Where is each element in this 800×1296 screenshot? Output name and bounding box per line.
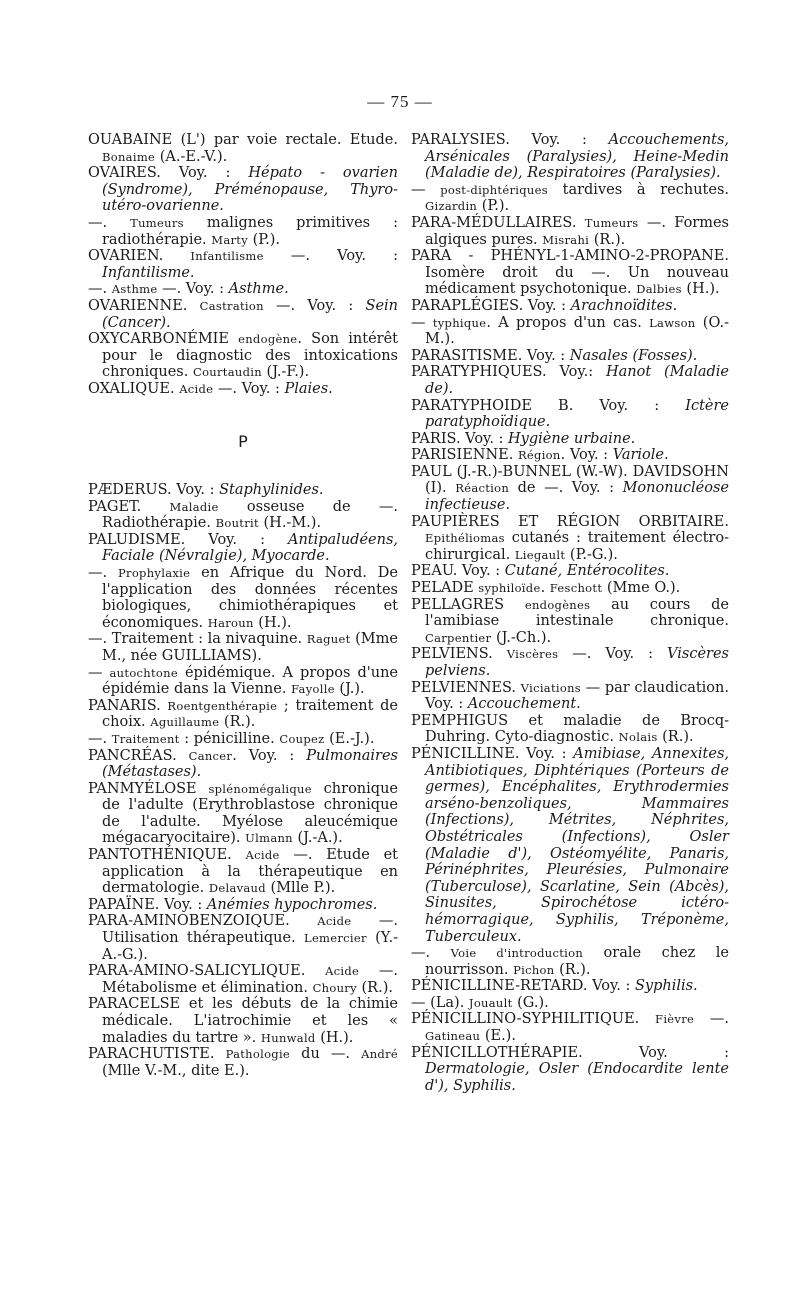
entry-text: (Y.-A.-G.). [102,930,398,963]
entry-text: chronique de l'adulte (Erythroblastose chronique de l'adulte. Myélose aleucémique mégacaryocitaire). [102,780,398,847]
entry-text: (E.-J.). [324,730,375,747]
cross-reference: Hanot (Maladie de). [425,364,729,397]
entry-text: —. [88,730,112,747]
index-entry [411,1011,729,1044]
entry-text: — [88,664,110,681]
entry-text: (R.). [589,231,626,248]
index-entry [411,945,729,978]
entry-text: (J.-F.). [261,364,310,381]
small-caps-term: typhique [432,315,487,330]
small-caps-term: Acide [325,964,360,979]
entry-text: PAPAÏNE. Voy. : [88,896,207,913]
small-caps-term: Fièvre [655,1012,695,1027]
index-entry [88,215,398,248]
cross-reference: Infantilisme. [102,264,195,281]
entry-text: PALUDISME. Voy. : [88,531,288,548]
small-caps-term: Traitement [111,731,180,746]
entry-text: PÉNICILLINO-SYPHILITIQUE. [411,1011,656,1028]
section-letter: P [238,432,248,451]
small-caps-term: Pathologie [225,1047,291,1062]
small-caps-term: Acide [245,848,280,863]
index-entry [411,464,729,514]
entry-text: (O.-M.). [425,314,730,348]
cross-reference: Mononucléose infectieuse. [425,480,729,514]
entry-text: épidémique. A propos d'une épidémie dans la Vienne. [102,664,398,698]
small-caps-term: splénomégalique [208,781,312,796]
small-caps-term: post-diphtériques [440,182,548,197]
small-caps-term: Lemercier [304,931,367,946]
entry-text: PARATYPHIQUES. Voy.: [411,364,606,381]
cross-reference: Ictère paratyphoïdique. [425,397,729,431]
entry-text: —. Etude et application à la thérapeutique en dermatologie. [102,847,398,897]
entry-text: — par claudication. Voy. : [425,679,729,713]
entry-text: (R.). [356,979,393,996]
cross-reference: Accouchement. [467,696,581,713]
entry-text: (H.-M.). [258,515,322,532]
index-entry [411,298,729,315]
entry-text: PARACELSE et les débuts de la chimie médicale. L'iatrochimie et les « maladies du tartre ». [88,996,398,1046]
entry-text: cutanés : traitement électro-chirurgical. [425,530,729,563]
entry-text: PANTOTHÉNIQUE. [88,847,246,864]
entry-text: PELVIENNES. [411,679,521,696]
entry-text: . Voy. : [560,447,613,464]
entry-text: PANARIS. [88,697,168,714]
entry-text: PARA-AMINOBENZOIQUE. [88,913,318,930]
cross-reference: Pulmonaires (Métastases). [102,747,398,781]
small-caps-term: Cancer [188,748,233,763]
small-caps-term: Courtaudin [192,365,262,380]
index-entry [88,897,398,914]
index-entry [411,248,729,298]
cross-reference: Syphilis. [634,978,698,995]
entry-text: PARISIENNE. [411,447,518,464]
entry-text: PARALYSIES. Voy. : [411,132,609,148]
entry-text: PELLAGRES [411,596,525,613]
entry-text: (E.). [480,1028,516,1045]
entry-text: . Son intérêt pour le diagnostic des intoxications chroniques. [102,331,398,381]
entry-text: (H.). [253,614,292,631]
cross-reference: Plaies. [284,380,333,397]
entry-text: au cours de l'amibiase intestinale chronique. [425,596,729,630]
index-entry [88,331,398,381]
small-caps-term: Gatineau [425,1029,481,1044]
index-entry [411,431,729,448]
cross-reference: Sein (Cancer). [102,297,399,331]
entry-text: PARAPLÉGIES. Voy. : [411,297,571,314]
index-entry [411,398,729,431]
small-caps-term: Fayolle [291,682,335,697]
small-caps-term: Haroun [207,615,254,630]
small-caps-term: Carpentier [425,630,492,645]
small-caps-term: Asthme [111,282,158,297]
entry-text: —. Traitement : la nivaquine. [88,631,307,648]
small-caps-term: Voie d'introduction [450,946,584,961]
page-number: — 75 — [367,92,433,111]
entry-text: (J.). [334,681,365,698]
small-caps-term: Misrahi [542,232,590,247]
entry-text: . [540,580,550,597]
entry-text: (Mme O.). [602,580,681,597]
entry-text: PARACHUTISTE. [88,1046,226,1063]
index-entry [88,499,398,532]
index-entry [88,565,398,631]
entry-text: (Mlle V.-M., dite E.). [102,1062,250,1079]
small-caps-term: autochtone [109,665,178,680]
right-column [411,132,729,1094]
entry-text: (P.-G.). [565,546,618,563]
entry-text: PARIS. Voy. : [411,430,509,447]
entry-text: —. [88,214,131,231]
small-caps-term: Delavaud [208,881,266,896]
entry-text: PEAU. Voy. : [411,563,505,580]
entry-text: : pénicilline. [179,730,280,747]
entry-text: PARA-MÉDULLAIRES. [411,214,585,231]
small-caps-term: Jouault [468,995,513,1010]
entry-text: osseuse de —. Radiothérapie. [102,498,398,532]
entry-text: en Afrique du Nord. De l'application des données récentes biologiques, chimiothérapiques et économiques. [102,564,399,631]
entry-text: (J.-Ch.). [491,629,552,646]
entry-text: malignes primitives : radiothérapie. [102,214,398,248]
index-entry [411,1045,729,1095]
entry-text: . Voy. : [232,747,307,764]
entry-text: —. [694,1011,730,1028]
entry-text: OVARIENNE. [88,297,200,314]
small-caps-term: Liegault [514,547,566,562]
entry-text: — [411,181,441,198]
small-caps-term: endogène [238,332,298,347]
entry-text: PÆDERUS. Voy. : [88,482,220,498]
entry-text: PAUPIÈRES ET RÉGION ORBITAIRE. [411,513,729,530]
entry-text: —. [411,945,451,962]
small-caps-term: Infantilisme [190,249,264,264]
small-caps-term: Région [517,448,561,463]
small-caps-term: Pichon [513,962,555,977]
cross-reference: Cutané, Entérocolites. [504,563,670,580]
index-entry [88,165,398,215]
cross-reference: Hépato - ovarien (Syndrome), Préménopause, Thyro-utéro-ovarienne. [102,165,398,215]
entry-text: PARASITISME. Voy. : [411,347,570,364]
entry-text: (Mme M., née GUILLIAMS). [102,631,398,664]
small-caps-term: Raguet [306,632,351,647]
small-caps-term: Bonaime [102,149,156,164]
index-entry [88,996,398,1046]
entry-text: de —. Voy. : [509,480,623,497]
entry-text: —. Voy. : [157,281,229,298]
entry-text: OXALIQUE. [88,380,180,397]
entry-text: (H.). [315,1029,354,1046]
cross-reference: Variole. [612,447,669,464]
entry-text: tardives à rechutes. [547,181,729,198]
index-entry [88,381,398,398]
index-entry [411,215,729,248]
small-caps-term: Hunwald [260,1030,316,1045]
entry-text: PÉNICILLINE. Voy. : [411,745,574,762]
entry-text: OUABAINE (L') par voie rectale. Etude. [88,132,398,148]
index-entry [88,248,398,281]
small-caps-term: Boutrit [215,516,259,531]
entry-text: —. [88,281,112,298]
entry-text: (P.). [477,198,510,215]
cross-reference: Dermatologie, Osler (Endocardite lente d'), Syphilis. [425,1061,729,1094]
small-caps-term: endogènes [524,597,591,612]
cross-reference: Viscères pelviens. [425,646,729,679]
index-entry [411,580,729,597]
index-entry [88,963,398,996]
entry-text: du —. [290,1046,362,1063]
entry-text: (R.). [219,714,256,731]
entry-text: PAUL (J.-R.)-BUNNEL (W.-W). DAVIDSOHN (I). [411,463,729,497]
index-entry [411,348,729,365]
small-caps-term: Tumeurs [584,215,639,230]
small-caps-term: Castration [199,298,264,313]
small-caps-term: Acide [179,381,214,396]
index-entry [88,665,398,698]
entry-text: (P.). [248,231,280,248]
index-entry [411,315,729,348]
small-caps-term: Lawson [649,315,696,330]
index-entry [411,995,729,1012]
cross-reference: Antipaludéens, Faciale (Névralgie), Myocarde. [102,531,398,565]
index-entry [411,364,729,397]
entry-text: OVAIRES. Voy. : [88,165,249,182]
entry-text: PAGET. [88,498,170,515]
entry-text: (Mlle P.). [265,880,336,897]
index-entry [411,182,729,215]
small-caps-term: Marty [211,232,249,247]
small-caps-term: Tumeurs [130,215,184,230]
entry-text: —. Voy. : [558,646,668,663]
small-caps-term: Maladie [169,499,219,514]
entry-text: PANMYÉLOSE [88,780,209,797]
entry-text: —. Voy. : [213,380,285,397]
index-entry [88,1046,398,1079]
small-caps-term: Gizardin [425,199,478,214]
index-entry [411,713,729,746]
index-entry [411,746,729,945]
small-caps-term: Nolais [618,730,658,745]
index-entry [411,563,729,580]
index-entry [88,132,398,165]
cross-reference: Staphylinides. [219,482,324,498]
index-entry [88,532,398,565]
small-caps-term: Réaction [455,481,510,496]
small-caps-term: Roentgenthérapie [167,698,278,713]
entry-text: —. Formes algiques pures. [425,214,729,248]
left-column-top [88,132,398,398]
index-entry [88,913,398,963]
index-entry [411,680,729,713]
cross-reference: Amibiase, Annexites, Antibiotiques, Diphtériques (Porteurs de germes), Encéphalites, Erythrodermies arséno-benzoliques, Mammaires (Infections), Métrites, Néphrites, Obstétricales (Infections), Osler (Maladie d'), Ostéomyélite, Panaris, Périnéphrites, Pleurésies, Pulmonaire (Tuberculose), Scarlatine, Sein (Abcès), Sinusites, Spirochétose ictéro-hémorragique, Syphilis, Tréponème, Tuberculeux. [425,745,730,945]
index-entry [88,631,398,664]
index-entry [411,597,729,647]
cross-reference: Nasales (Fosses). [569,347,698,364]
small-caps-term: Choury [312,980,357,995]
entry-text: —. Métabolisme et élimination. [102,963,398,996]
entry-text: PELADE [411,580,479,597]
entry-text: (H.). [681,281,720,298]
left-column-bottom [88,482,398,1079]
index-entry [88,281,398,298]
cross-reference: Arachnoïdites. [570,297,678,314]
cross-reference: Hygiène urbaine. [508,430,636,447]
entry-text: PARA-AMINO-SALICYLIQUE. [88,963,326,980]
index-entry [88,298,398,331]
entry-text: OXYCARBONÉMIE [88,331,239,348]
small-caps-term: Viciations [520,680,581,695]
entry-text: orale chez le nourrisson. [425,945,729,978]
index-entry [411,646,729,679]
entry-text: ; traitement de choix. [102,697,398,731]
small-caps-term: Aguillaume [150,715,220,730]
index-entry [88,731,398,748]
entry-text: PÉNICILLINE-RETARD. Voy. : [411,978,635,995]
index-entry [411,447,729,464]
index-entry [88,748,398,781]
small-caps-term: Acide [317,914,352,929]
index-entry [411,514,729,564]
entry-text: (J.-A.). [292,830,343,847]
entry-text: PÉNICILLOTHÉRAPIE. Voy. : [411,1044,729,1061]
entry-text: PARATYPHOIDE B. Voy. : [411,397,686,414]
index-entry [411,978,729,995]
cross-reference: Asthme. [228,281,289,298]
entry-text: (G.). [512,994,549,1011]
entry-text: PEMPHIGUS et maladie de Brocq-Duhring. Cyto-diagnostic. [411,712,729,746]
entry-text: PELVIENS. [411,646,507,663]
entry-text: . A propos d'un cas. [486,314,650,331]
entry-text: PANCRÉAS. [88,747,189,764]
index-entry [411,132,729,182]
index-entry [88,698,398,731]
small-caps-term: Viscères [506,647,559,662]
small-caps-term: Ulmann [245,831,293,846]
entry-text: —. Voy. : [263,297,366,314]
entry-text: (R.). [554,961,591,978]
entry-text: —. [88,564,118,581]
entry-text: —. Utilisation thérapeutique. [102,913,398,947]
entry-text: — [411,314,433,331]
small-caps-term: syphiloïde [478,581,541,596]
small-caps-term: Prophylaxie [118,565,191,580]
small-caps-term: André [361,1047,398,1062]
index-entry [88,847,398,897]
entry-text: (R.). [657,729,694,746]
cross-reference: Anémies hypochromes. [206,896,378,913]
entry-text: — (La). [411,994,469,1011]
index-entry [88,482,398,499]
index-entry [88,781,398,847]
small-caps-term: Feschott [549,581,603,596]
entry-text: —. Voy. : [263,248,398,265]
small-caps-term: Coupez [279,731,325,746]
cross-reference: Accouchements, Arsénicales (Paralysies), Heine-Medin (Maladie de), Respiratoires (Paralysies). [425,132,729,182]
entry-text: OVARIEN. [88,248,191,265]
entry-text: PARA - PHÉNYL-1-AMINO-2-PROPANE. Isomère droit du —. Un nouveau médicament psychotonique. [411,248,729,298]
entry-text: (A.-E.-V.). [155,148,228,165]
small-caps-term: Epithéliomas [425,531,505,546]
small-caps-term: Dalbies [636,282,682,297]
